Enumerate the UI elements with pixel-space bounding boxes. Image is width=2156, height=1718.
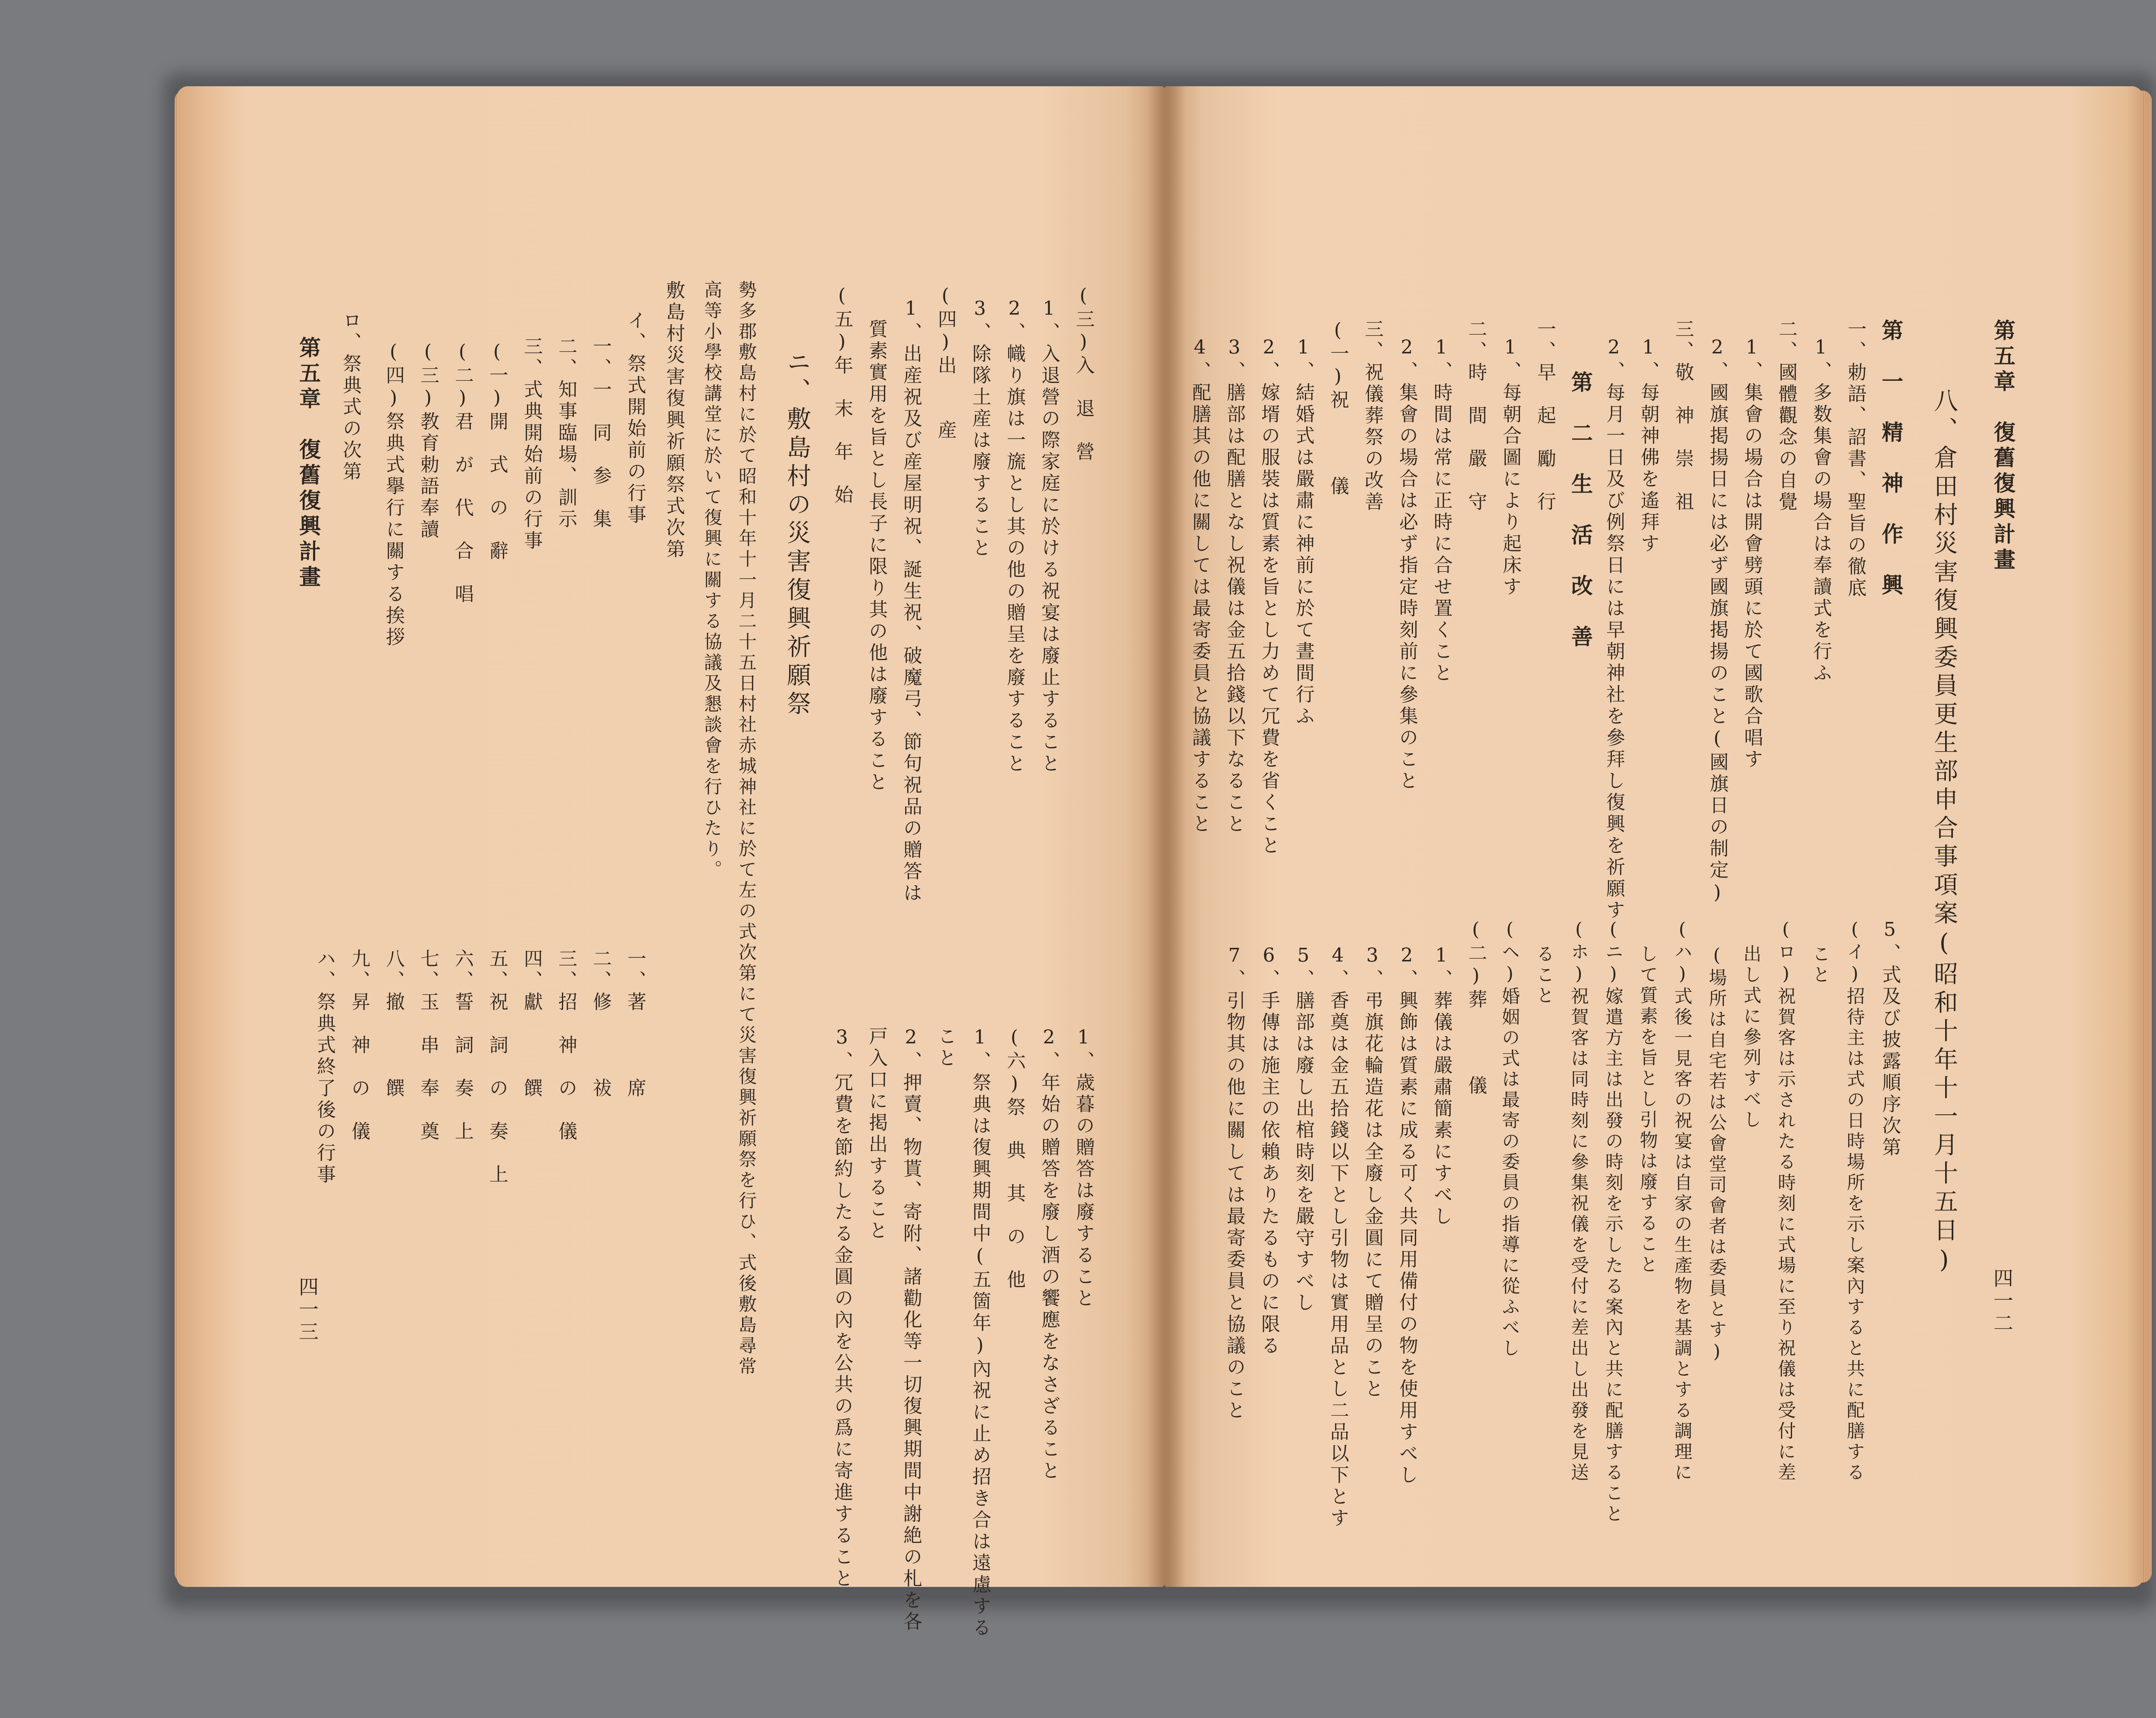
right-col-17: 1、結婚式は嚴肅に神前に於て晝間行ふ: [1292, 336, 1314, 727]
right-col-11: 1、每朝合圖により起床す: [1499, 336, 1521, 598]
right-lower-19: 7、引物其の他に關しては最寄委員と協議のこと: [1223, 944, 1245, 1422]
left-col-7: (五)年 末 年 始: [831, 285, 853, 506]
right-col-14: 2、集會の場合は必ず指定時刻前に參集のこと: [1396, 336, 1418, 792]
right-col-18: 2、嫁壻の服裝は質素を旨とし力めて冗費を省くこと: [1258, 336, 1280, 857]
right-col-0: 第 一 精 神 作 興: [1878, 319, 1904, 599]
right-col-12: 二、時 間 嚴 守: [1465, 319, 1487, 513]
right-col-19: 3、膳部は配膳となし祝儀は金五拾錢以下なること: [1223, 336, 1245, 835]
right-lower-14: 2、興飾は質素に成る可く共同用備付の物を使用すべし: [1396, 944, 1418, 1486]
left-col-15: 二、知事臨場、訓示: [555, 336, 577, 530]
left-lower-2: (六)祭 典 其 の 他: [1003, 1026, 1025, 1291]
left-running-head: 第五章 復舊復興計畫: [296, 336, 321, 591]
left-page-number: 四一三: [296, 1276, 319, 1344]
left-col-6: 質素實用を旨とし長子に限り其の他は廢すること: [865, 319, 887, 793]
left-col-2: 2、幟り旗は一旒とし其の他の贈呈を廢すること: [1003, 298, 1025, 775]
right-lower-15: 3、弔旗花輪造花は全廢し金圓にて贈呈のこと: [1361, 944, 1383, 1400]
right-lower-3: (ロ)祝賀客は示されたる時刻に式場に至り祝儀は受付に差: [1775, 919, 1796, 1483]
right-lower-10: ること: [1534, 944, 1555, 1006]
right-col-10: 一、早 起 勵 行: [1534, 319, 1556, 513]
ritual-item-3: 四、獻 饌: [520, 949, 542, 1100]
right-lower-8: (ニ)嫁遣方主は出發の時刻を示したる案內と共に配膳すること: [1603, 919, 1624, 1525]
right-col-5: 2、國旗掲揚日には必ず國旗掲揚のこと(國旗日の制定): [1706, 336, 1728, 906]
right-lower-17: 5、膳部は廢し出棺時刻を嚴守すべし: [1292, 944, 1314, 1314]
left-col-13: イ、祭式開始前の行事: [624, 310, 646, 526]
left-col-18: (二)君 が 代 合 唱: [451, 341, 473, 605]
right-page: [1164, 86, 2143, 1587]
ritual-item-8: 九、昇 神 の 儀: [348, 949, 370, 1143]
right-lower-18: 6、手傳は施主の依賴ありたるものに限る: [1258, 944, 1280, 1357]
ritual-item-9: ハ、祭典式終了後の行事: [313, 949, 335, 1186]
right-col-6: 三、敬 神 崇 祖: [1672, 319, 1694, 513]
right-col-9: 第 二 生 活 改 善: [1568, 371, 1593, 651]
left-col-19: (三)教育勅語奉讀: [417, 341, 439, 541]
right-col-13: 1、時間は常に正時に合せ置くこと: [1430, 336, 1452, 684]
ritual-item-7: 八、撤 饌: [382, 949, 404, 1100]
left-col-3: 3、除隊土産は廢すること: [969, 298, 991, 559]
left-lower-3: 1、祭典は復興期間中(五箇年)內祝に止め招き合は遠慮する: [969, 1026, 991, 1639]
right-col-3: 二、國體觀念の自覺: [1775, 319, 1797, 513]
right-lower-11: (ヘ)婚姻の式は最寄の委員の指導に從ふべし: [1499, 919, 1520, 1359]
right-lower-7: して質素を旨とし引物は廢すること: [1637, 944, 1658, 1276]
right-lower-13: 1、葬儀は嚴肅簡素にすべし: [1430, 944, 1452, 1228]
right-lower-5: (場所は自宅若は公會堂司會者は委員とす): [1706, 944, 1727, 1364]
right-col-7: 1、每朝神佛を遙拜す: [1637, 336, 1659, 555]
right-col-2: 1、多数集會の場合は奉讀式を行ふ: [1810, 336, 1832, 684]
right-col-15: 三、祝儀葬祭の改善: [1361, 319, 1383, 513]
ritual-item-2: 三、招 神 の 儀: [555, 949, 577, 1143]
left-col-16: 三、式典開始前の行事: [520, 336, 542, 552]
right-lower-16: 4、香奠は金五拾錢以下とし引物は實用品とし二品以下とす: [1327, 944, 1349, 1530]
left-lower-4: こと: [934, 1026, 956, 1069]
left-col-20: (四)祭典式擧行に關する挨拶: [382, 341, 404, 649]
left-lower-1: 2、年始の贈答を廢し酒の饗應をなさざること: [1038, 1026, 1060, 1482]
ritual-item-4: 五、祝 詞 の 奏 上: [486, 949, 508, 1186]
right-col-1: 一、勅語、詔書、聖旨の徹底: [1844, 319, 1866, 599]
ritual-item-1: 二、修 祓: [589, 949, 611, 1100]
right-lower-1: (イ)招待主は式の日時場所を示し案內すると共に配膳する: [1844, 919, 1865, 1483]
left-col-21: ロ、祭典式の次第: [339, 310, 361, 483]
left-col-5: 1、出産祝及び産屋明祝、誕生祝、破魔弓、節句祝品の贈答は: [900, 298, 922, 904]
right-page-number: 四一二: [1990, 1268, 2014, 1335]
left-page: [177, 86, 1164, 1639]
right-lower-6: (ハ)式後一見客の祝宴は自家の生產物を基調とする調理に: [1672, 919, 1693, 1483]
right-col-8: 2、每月一日及び例祭日には早朝神社を參拜し復興を祈願す: [1603, 336, 1625, 922]
right-lower-4: 出し式に參列すべし: [1741, 944, 1762, 1131]
left-lower-7: 3、冗費を節約したる金圓の內を公共の爲に寄進すること: [831, 1026, 853, 1590]
ritual-item-5: 六、誓 詞 奏 上: [451, 949, 473, 1143]
right-col-4: 1、集會の場合は開會劈頭に於て國歌合唱す: [1741, 336, 1763, 771]
right-col-16: (一)祝 儀: [1327, 319, 1349, 498]
left-col-10: 勢多郡敷島村に於て昭和十年十一月二十五日村社赤城神社に於て左の式次第にて災害復興祈願祭を行ひ、式後敷島尋常: [736, 280, 757, 1377]
right-lower-12: (二)葬 儀: [1465, 919, 1487, 1097]
left-col-4: (四)出 産: [934, 285, 956, 442]
left-lower-0: 1、歳暮の贈答は廢すること: [1072, 1026, 1094, 1310]
right-lower-9: (ホ)祝賀客は同時刻に參集祝儀を受付に差出し出發を見送: [1568, 919, 1589, 1483]
left-col-1: 1、入退營の際家庭に於ける祝宴は廢止すること: [1038, 298, 1060, 775]
ritual-item-0: 一、著 席: [624, 949, 646, 1100]
right-lower-0: 5、式及び披露順序次第: [1879, 919, 1901, 1159]
left-col-14: 一、一 同 参 集: [589, 336, 611, 530]
right-page-title: 八、倉田村災害復興委員更生部申合事項案(昭和十年十一月十五日): [1930, 388, 1958, 1278]
left-col-17: (一)開 式 の 辭: [486, 341, 508, 562]
right-running-head: 第五章 復舊復興計畫: [1990, 319, 2016, 574]
left-col-11: 高等小學校講堂に於いて復興に關する協議及懇談會を行ひたり。: [702, 280, 723, 881]
left-col-0: (三)入 退 營: [1072, 285, 1094, 463]
book-gutter: [1147, 86, 1186, 1587]
ritual-item-6: 七、玉 串 奉 奠: [417, 949, 439, 1143]
right-lower-2: こと: [1810, 944, 1831, 986]
left-lower-6: 戸入口に掲出すること: [865, 1026, 887, 1242]
left-col-12: 敷島村災害復興祈願祭式次第: [663, 280, 685, 561]
left-col-9: ニ、敷島村の災害復興祈願祭: [783, 349, 811, 719]
right-col-20: 4、配膳其の他に關しては最寄委員と協議すること: [1189, 336, 1211, 835]
left-lower-5: 2、押賣、物貰、寄附、諸勸化等一切復興期間中謝絶の札を各: [900, 1026, 922, 1633]
